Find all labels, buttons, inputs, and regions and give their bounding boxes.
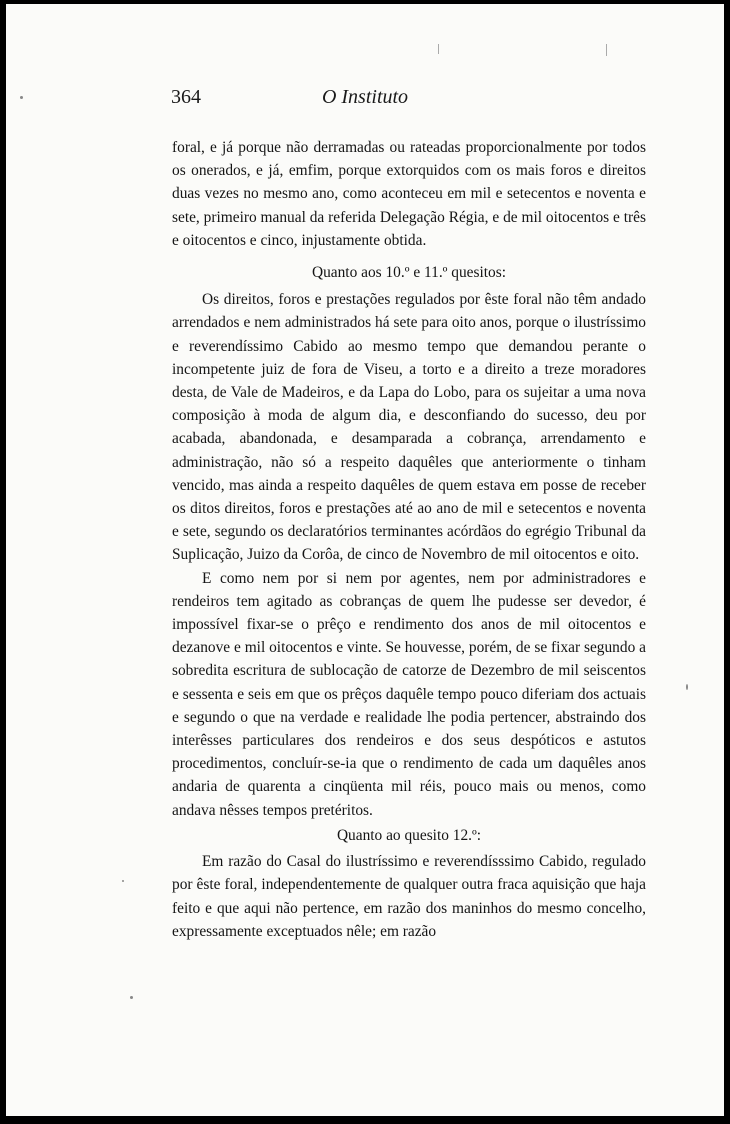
page-header [6,84,724,114]
section-heading-quesito-12: Quanto ao quesito 12.º: [336,826,482,844]
scan-mark [438,44,439,54]
scan-speck [130,996,133,999]
page-number: 364 [171,86,201,108]
paragraph-casal: Em razão do Casal do ilustríssimo e reverendísssimo Cabido, regulado por êste foral, independentemente de qualquer outra fraca aquisição que haja feito e que aqui não pertence, em razão dos maninhos do mesmo concelho, expressamente exceptuados nêle; em razão [172,853,646,940]
paragraph-cobrancas: E como nem por si nem por agentes, nem por administradores e rendeiros tem agitado as cobranças de quem lhe pudesse ser devedor, é impossível fixar-se o prêço e rendimento dos anos de mil oitocentos e dezanove e mil oitocentos e vinte. Se houvesse, porém, de se fixar segundo a sobredita escritura de sublocação de catorze de Dezembro de mil seiscentos e sessenta e seis em que os prêços daquêle tempo pouco diferiam dos actuais e segundo o que na verdade e realidade lhe podia pertencer, abstraindo dos interêsses particulares dos rendeiros e dos seus despóticos e astutos procedimentos, concluír-se-ia que o rendimento de cada um daquêles anos andaria de quarenta a cinqüenta mil réis, pouco mais ou menos, como andava nêsses tempos pretéritos. [172,569,646,819]
body-text [172,136,646,943]
book-page [6,4,724,1116]
paragraph-direitos: Os direitos, foros e prestações regulados por êste foral não têm andado arrendados e nem administrados há sete para oito anos, porque o ilustríssimo e reverendíssimo Cabido ao mesmo tempo que demandou perante o incompetente juiz de fora de Viseu, a torto e a direito a treze moradores desta, de Vale de Madeiros, e da Lapa do Lobo, para os sujeitar a uma nova composição à moda de algum dia, e desconfiando do sucesso, deu por acabada, abandonada, e desamparada a cobrança, arrendamento e administração, não só a respeito daquêles que anteriormente o tinham vencido, mas ainda a respeito daquêles de quem estava em posse de receber os ditos direitos, foros e prestações até ao ano de mil e setecentos e noventa e sete, segundo os declaratórios terminantes acórdãos do egrégio Tribunal da Suplicação, Juizo da Corôa, de cinco de Novembro de mil oitocentos e oito. [172,291,646,564]
scan-speck [20,96,23,99]
scan-mark [606,44,607,56]
section-heading-quesitos-10-11: Quanto aos 10.º e 11.º quesitos: [311,264,507,282]
paragraph-continuation: foral, e já porque não derramadas ou rateadas proporcionalmente por todos os onerados, e já, emfim, porque extorquidos com os mais foros e direitos duas vezes no mesmo ano, como aconteceu em mil e setecentos e noventa e sete, primeiro manual da referida Delegação Régia, e de mil oitocentos e três e oitocentos e cinco, injustamente obtida. [172,139,646,249]
running-title: O Instituto [321,86,409,108]
scan-speck [122,880,124,882]
scan-speck [686,684,688,690]
